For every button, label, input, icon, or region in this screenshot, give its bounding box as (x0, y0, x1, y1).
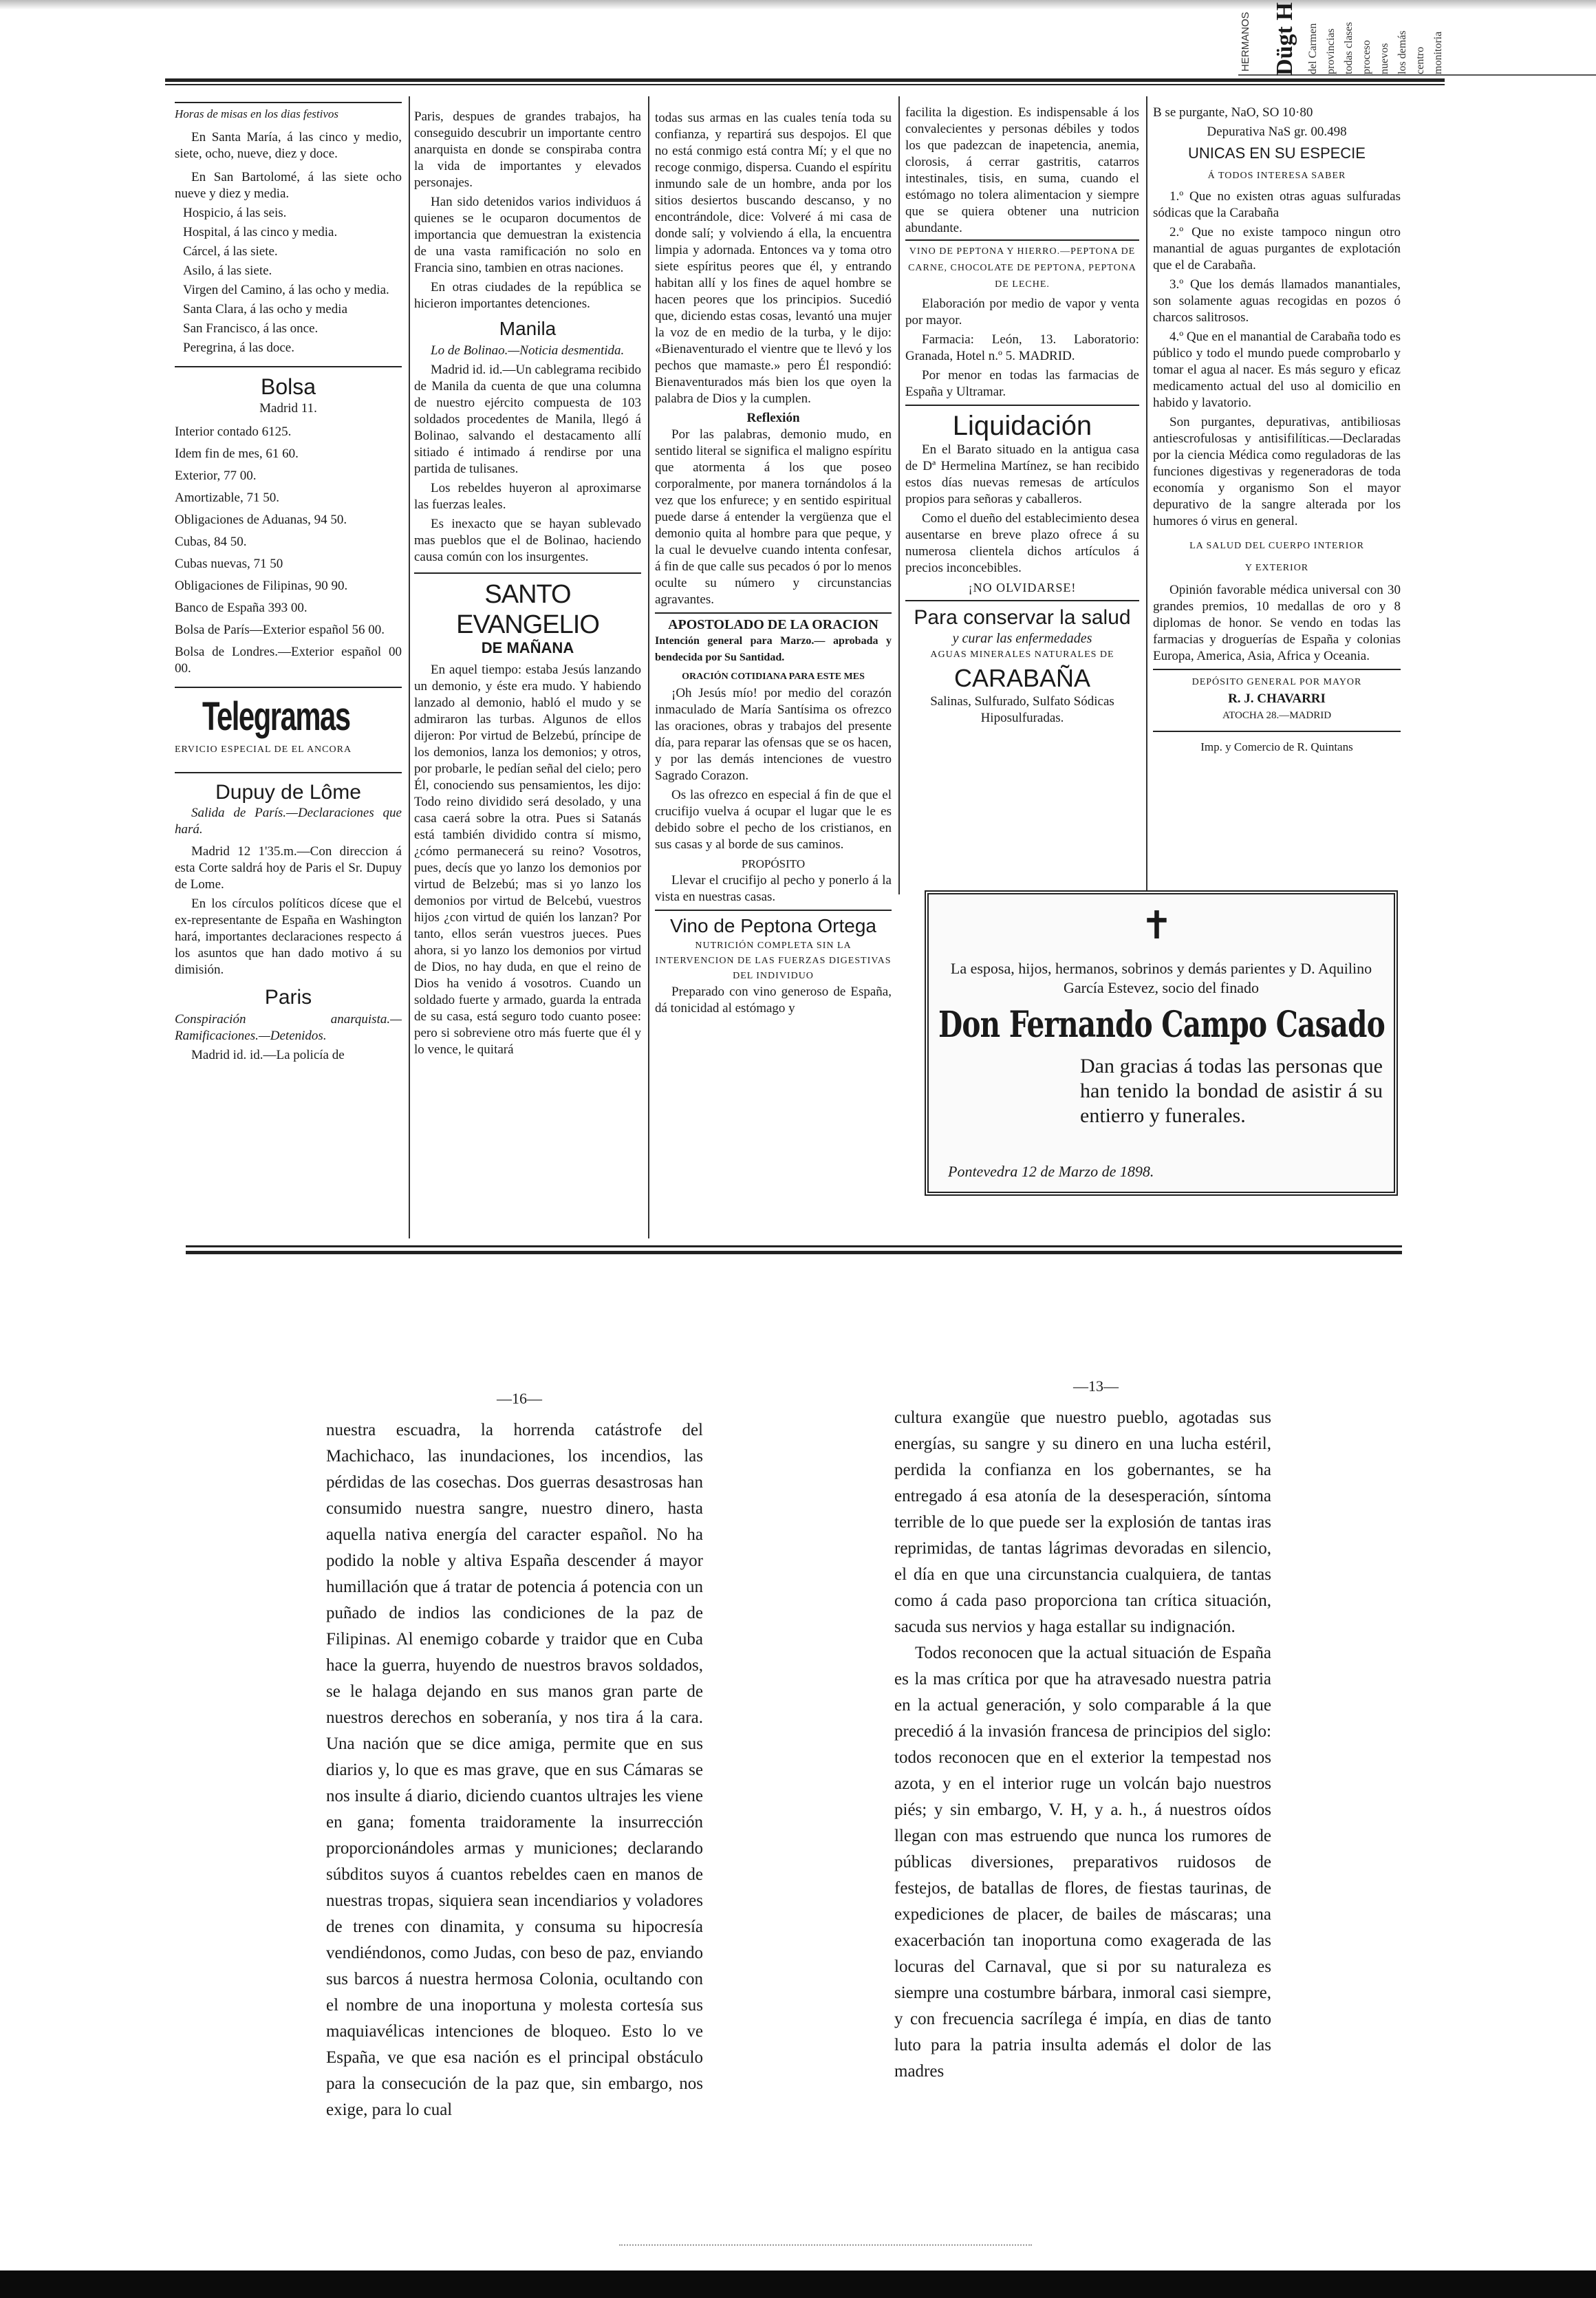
col4-paragraph: Como el dueño del establecimiento desea ausentarse en breve plazo ofrece á su numerosa clientela dichos artículos á precios inconcebibles. (905, 511, 1139, 575)
imprenta-text: Imp. y Comercio de R. Quintans (1200, 740, 1353, 753)
liquidacion-title: Liquidación (952, 411, 1092, 441)
misas-title: Horas de misas en los dias festivos (175, 102, 402, 122)
oracion-title: ORACIÓN COTIDIANA PARA ESTE MES (682, 672, 865, 682)
col5-formula-2: Depurativa NaS gr. 00.498 (1207, 125, 1347, 139)
col4-paragraph: Farmacia: León, 13. Laboratorio: Granada, Hotel n.º 5. MADRID. (905, 332, 1139, 363)
aguas-text: AGUAS MINERALES NATURALES DE (930, 649, 1114, 660)
col4-paragraph: Por menor en todas las farmacias de España y Ultramar. (905, 368, 1139, 399)
corner-text-8: los demás (1396, 30, 1408, 74)
bolsa-row: Obligaciones de Aduanas, 94 50. (175, 513, 347, 527)
salud2-title: LA SALUD DEL CUERPO INTERIOR (1189, 541, 1364, 551)
evangelio-text: En aquel tiempo: estaba Jesús lanzando un demonio, y éste era mudo. Y habiendo lanzado al demonio, habló el mudo y se admiraron las turbas. Algunos de ellos dijeron: Por virtud de Belzebú, príncipe de los demonios, lanza los demonios; y otros, por probarle, le pedían señal del cielo; pero Él, conociendo sus pensamientos, les dijo: Todo reino dividido será desolado, y una casa caerá sobre la otra. Pues si Satanás está también dividido contra sí mismo, ¿cómo permanecerá su reino? Vosotros, pues, decís que yo lanzo los demonios por virtud de Belzebú; mas si yo lanzo los demonios por virtud de Belcebú, vuestros hijos ¿con virtud de quién los lanzan? Por tanto, ellos serán vuestros jueces. Pues ahora, si yo lanzo los demonios por virtud de Dios, no hay duda, en que el reino de Dios ha venido á vosotros. Cuando un soldado fuerte y armado, guarda la entrada de su casa, está seguro todo cuanto posee: pero si sobreviene otro más fuerte que él y lo vence, le quitará (414, 663, 641, 1057)
col2-paragraph: Han sido detenidos varios individuos á quienes se le ocuparon documentos de importancia que demuestran la existencia de una vasta ramificación no solo en Francia sino, tambien en otras naciones. (414, 195, 641, 275)
page-13-paragraph: Todos reconocen que la actual situación de España es la mas crítica por que ha atravesado nuestra patria en la actual generación, y solo comparable á la que precedió á la invasión francesa de principios del siglo: todos reconocen que en el exterior la tempestad nos azota, y en el interior ruge un volcán bajo nuestros piés; y sin embargo, V. H, y a. h., á nuestros oídos llegan con mas estruendo que nunca los rumores de públicas diversiones, preparativos ruidosos de festejos, de batallas de flores, de fiestas taurinas, de expediciones de placer, de bailes de máscaras; una exacerbación tan inoportuna como exagerada de las locuras del Carnaval, que si por su naturaleza es siempre una costumbre bárbara, inmoral casi siempre, y con frecuencia sacrílega é impía, en dias de tanto luto para la patria insulta además el dolor de las madres (894, 1644, 1271, 2081)
corner-clipping (1238, 0, 1596, 83)
col3-paragraph: ¡Oh Jesús mío! por medio del corazón inmaculado de María Santísima os ofrezco las oraciones, obras y trabajos del presente día, para reparar las ofensas que se os hacen, y por las demás intenciones de vuestro Sagrado Corazon. (655, 686, 892, 783)
carabana-point: 4.º Que en el manantial de Carabaña todo es público y todo el mundo puede comprobarlo y tomar el agua al nacer. Es más seguro y eficaz medicamento actual del uso al domicilio en habido y lavatorio. (1153, 330, 1401, 410)
col3-paragraph: Preparado con vino generoso de España, dá tonicidad al estómago y (655, 985, 892, 1016)
page-13-text (894, 1405, 1271, 2081)
evangelio-subtitle: DE MAÑANA (481, 639, 574, 656)
corner-text-7: nuevos (1379, 43, 1390, 74)
misa-item: Peregrina, á las doce. (183, 341, 294, 355)
vino-subtitle: NUTRICIÓN COMPLETA SIN LA INTERVENCION DE LAS FUERZAS DIGESTIVAS DEL INDIVIDUO (655, 941, 892, 981)
col2-paragraph: Es inexacto que se hayan sublevado mas pueblos que el de Bolinao, haciendo causa común con los insurgentes. (414, 517, 641, 564)
newspaper-bottom-rule (186, 1245, 1402, 1247)
newspaper-bottom-rule-2 (186, 1251, 1402, 1254)
column-divider-3 (898, 96, 900, 894)
unicas-title: UNICAS EN SU ESPECIE (1188, 144, 1366, 162)
misa-item: Cárcel, á las siete. (183, 244, 278, 259)
dupuy-title: Dupuy de Lôme (215, 781, 361, 804)
corner-text-3: del Carmen (1307, 23, 1319, 74)
dupuy-text-2: En los círculos políticos dícese que el ex-representante de España en Washington hará, importantes declaraciones respecto á los asuntos que han dado motivo á su dimisión. (175, 896, 402, 977)
bolsa-row: Amortizable, 71 50. (175, 491, 279, 505)
vino-title: Vino de Peptona Ortega (670, 915, 876, 936)
column-5 (1153, 105, 1401, 896)
obituary-date: Pontevedra 12 de Marzo de 1898. (948, 1163, 1154, 1180)
dupuy-text: Madrid 12 1'35.m.—Con direccion á esta Corte saldrá hoy de Paris el Sr. Dupuy de Lome. (175, 844, 402, 892)
column-4 (905, 105, 1139, 896)
obituary-intro: La esposa, hijos, hermanos, sobrinos y demás parientes y D. Aquilino García Estevez, socio del finado (950, 960, 1372, 996)
page-number-16: —16— (497, 1390, 542, 1407)
col5-formula: B se purgante, NaO, SO 10·80 (1153, 105, 1313, 120)
telegramas-title: Telegramas (202, 694, 350, 739)
corner-text-9: centro (1414, 47, 1426, 74)
column-divider-4 (1146, 96, 1147, 894)
carabana-point: 2.º Que no existe tampoco ningun otro manantial de aguas purgantes de explotación que el de Carabaña. (1153, 225, 1401, 272)
column-1 (175, 102, 402, 1244)
salud-subtitle: y curar las enfermedades (952, 631, 1092, 646)
dupuy-subtitle: Salida de París.—Declaraciones que hará. (175, 806, 402, 837)
corner-text-10: monitoria (1432, 31, 1444, 74)
apostolado-subtitle: Intención general para Marzo.— aprobada y bendecida por Su Santidad. (655, 635, 892, 663)
corner-text-5: todas clases (1343, 22, 1355, 74)
column-divider-2 (648, 96, 649, 1238)
evangelio-title: SANTO EVANGELIO (456, 580, 599, 639)
bolsa-row: Bolsa de Londres.—Exterior español 00 00. (175, 645, 402, 676)
col4-paragraph: facilita la digestion. Es indispensable á los convalecientes y personas débiles y todos los que padezcan de inapetencia, anemia, clorosis, á cerrar gastritis, catarros intestinales, tisis, en suma, cuando el estómago no tolera alimentacion y siempre que se quiera obtener una nutricion abundante. (905, 105, 1139, 235)
misa-item: San Francisco, á las once. (183, 321, 319, 336)
col3-paragraph: Por las palabras, demonio mudo, en sentido literal se significa el maligno espíritu que atormenta á los que poseo corporalmente, por manera tornándolos á la vez que los enfurece; y en sentido espiritual puede darse á entender la vergüenza que el demonio quita al hombre para que peque, y la cual le devuelve cuando intenta confesar, á fin de que calle sus pecados ó por lo menos oculte su número y circunstancias agravantes. (655, 427, 892, 607)
bolsa-date: Madrid 11. (259, 401, 317, 416)
page-16-text (326, 1417, 703, 2119)
obituary-box (925, 890, 1398, 1196)
col4-paragraph: Elaboración por medio de vapor y venta por mayor. (905, 297, 1139, 327)
bolsa-row: Idem fin de mes, 61 60. (175, 447, 299, 461)
bolsa-row: Exterior, 77 00. (175, 469, 257, 483)
manila-title: Manila (499, 318, 557, 339)
col4-paragraph: Salinas, Sulfurado, Sulfato Sódicas Hiposulfuradas. (930, 694, 1114, 725)
scan-bottom-edge (0, 2270, 1596, 2298)
col5-paragraph: Son purgantes, depurativas, antibiliosas antiescrofulosas y antisifilíticas.—Declaradas por la ciencia Médica como reguladoras de las funciones digestivas y regeneradoras de toda economía y organismo Son el mayor depurativo de la sangre alterada por los humores ó virus en general. (1153, 415, 1401, 528)
column-divider-1 (409, 96, 410, 1238)
page-13-paragraph: cultura exangüe que nuestro pueblo, agotadas sus energías, su sangre y su dinero en una lucha estéril, perdida la confianza en los gobernantes, se ha entregado á esa atonía de la desesperación, síntoma terrible de lo que puede ser la explosión de tantas iras reprimidas, de tantas lágrimas devoradas en silencio, el día en que una circunstancia cualquiera, de tantas como á cada paso proporciona tan crítica situación, sacuda sus nervios y haga estallar su indignación. (894, 1408, 1271, 1636)
cross-icon: ✝ (1141, 905, 1173, 947)
obituary-name: Don Fernando Campo Casado (938, 1004, 1385, 1046)
col2-paragraph: Paris, despues de grandes trabajos, ha conseguido descubrir un importante centro anarquista en donde se conspiraba contra la vida de importantes y elevados personajes. (414, 109, 641, 190)
manila-subtitle: Lo de Bolinao.—Noticia desmentida. (431, 343, 625, 358)
bolsa-row: Banco de España 393 00. (175, 601, 308, 615)
bolsa-row: Cubas nuevas, 71 50 (175, 557, 283, 571)
corner-text-6: proceso (1361, 40, 1372, 74)
carabana-point: 1.º Que no existen otras aguas sulfuradas sódicas que la Carabaña (1153, 189, 1401, 220)
col4-paragraph: En el Barato situado en la antigua casa de Dª Hermelina Martínez, se han recibido estos días nuevas remesas de artículos propios para señoras y caballeros. (905, 442, 1139, 506)
telegramas-subtitle: ERVICIO ESPECIAL DE EL ANCORA (175, 744, 352, 755)
bolsa-title: Bolsa (260, 374, 316, 399)
obituary-thanks: Dan gracias á todas las personas que han tenido la bondad de asistir á su entierro y funerales. (1080, 1055, 1383, 1127)
misa-item: Asilo, á las siete. (183, 264, 272, 278)
reflexion-title: Reflexión (746, 411, 800, 425)
paris-text: Madrid id. id.—La policía de (191, 1048, 345, 1062)
corner-text-2: Dügt H (1272, 2, 1297, 76)
misa-item: Santa Clara, á las ocho y media (183, 302, 348, 316)
bolsa-row: Cubas, 84 50. (175, 535, 247, 549)
page-number-13: —13— (1073, 1377, 1119, 1395)
column-3 (655, 110, 892, 1245)
col3-paragraph: Os las ofrezco en especial á fin de que el crucifijo vuelva á ocupar el lugar que le es debido sobre el pecho de los cristianos, en sus casas y al borde de sus caminos. (655, 788, 892, 852)
salud2-subtitle: Y EXTERIOR (1244, 563, 1309, 573)
misa-item: Hospicio, á las seis. (183, 206, 287, 220)
misa-item: En Santa María, á las cinco y medio, siete, ocho, nueve, diez y doce. (175, 130, 402, 161)
carabana-title: CARABAÑA (953, 664, 1091, 692)
page-16-paragraph: nuestra escuadra, la horrenda catástrofe del Machichaco, las inundaciones, los incendios, las pérdidas de las cosechas. Dos guerras desastrosas han consumido nuestra sangre, nuestro dinero, hasta aquella nativa energía del caracter español. No ha podido la noble y altiva España descender á mayor humillación que á tratar de potencia á potencia con un puñado de indios las condiciones de la paz de Filipinas. Al enemigo cobarde y traidor que en Cuba hace la guerra, huyendo de nuestros bravos soldados, se le halaga dejando en sus manos gran parte de nuestros derechos en soberanía, y nos tira á la cara. Una nación que se dice amiga, permite que en sus diarios y, lo que es mas grave, que en sus Cámaras se nos insulte á diario, diciendo cuantos ultrajes les viene en gana; fomenta traidoramente la insurrección proporcionándoles armas y municiones; declarando súbditos suyos á cuantos rebeldes caen en manos de nuestras tropas, siquiera sean incendiarios y voladores de trenes con dinamita, y consuma su hipocresía vendiéndonos, como Judas, con beso de paz, enviando sus barcos á nuestra hermosa Colonia, ocultando con el nombre de una inoportuna y molesta cortesía sus maquiavélicas intenciones de bloqueo. Esto lo ve España, ve que esa nación es el principal obstáculo para la consecución de la paz que, sin embargo, nos exige, para lo cual (326, 1421, 703, 2119)
col5-paragraph: Opinión favorable médica universal con 30 grandes premios, 10 medallas de oro y 8 diplomas de honor. Se vendo en todas las farmacias y droguerías de España y colonias Europa, America, Asia, Africa y Oceania. (1153, 583, 1401, 663)
newspaper-top-rule-2 (165, 84, 1445, 85)
paris-title: Paris (264, 986, 312, 1009)
carabana-point: 3.º Que los demás llamados manantiales, son solamente aguas recogidas en pozos ó charcos salitrosos. (1153, 277, 1401, 325)
apostolado-title: APOSTOLADO DE LA ORACION (668, 617, 878, 632)
bolsa-row: Obligaciones de Filipinas, 90 90. (175, 579, 348, 593)
newspaper-top-rule (165, 78, 1445, 82)
deposito-text: DEPÓSITO GENERAL POR MAYOR (1191, 677, 1362, 687)
col2-paragraph: En otras ciudades de la república se hicieron importantes detenciones. (414, 280, 641, 311)
corner-text-4: provincias (1325, 28, 1337, 74)
atocha-text: ATOCHA 28.—MADRID (1222, 710, 1332, 721)
column-2 (414, 109, 641, 1244)
misa-item: Virgen del Camino, á las ocho y media. (183, 283, 389, 297)
bolsa-row: Interior contado 6125. (175, 425, 292, 439)
olvidar-text: ¡NO OLVIDARSE! (968, 581, 1077, 594)
salud-title: Para conservar la salud (914, 606, 1131, 629)
col2-paragraph: Madrid id. id.—Un cablegrama recibido de Manila da cuenta de que una columna de nuestro ejército compuesta de 103 soldados procedentes de Manila, llegó á Bolinao, salvando el destacamento allí sitiado é intimado á rendirse por una partida de tulisanes. (414, 363, 641, 476)
bolsa-row: Bolsa de París—Exterior español 56 00. (175, 623, 385, 637)
interesa-title: Á TODOS INTERESA SABER (1207, 171, 1346, 181)
col3-paragraph: Llevar el crucifijo al pecho y ponerlo á la vista en nuestras casas. (655, 873, 892, 904)
proposito-title: PROPÓSITO (741, 857, 806, 870)
col3-paragraph: todas sus armas en las cuales tenía toda su confianza, y repartirá sus despojos. El que no está conmigo está contra Mí; y el que no recoge conmigo, dispersa. Cuando el espíritu inmundo sale de un hombre, anda por los sitios desiertos buscando descanso, y no encontrándole, dice: Volveré á mi casa de donde salí; y volviendo á ella, la encuentra limpia y adornada. Entonces va y toma otro siete espíritus peores que él, y entrando habitan allí y los fines de aquel hombre se hacen peores que los principios. Sucedió que, diciendo estas cosas, levantó una mujer la voz de en medio de la turba, y le dijo: «Bienaventurado el vientre que te llevó y los pechos que mamaste.» pero Él respondió: Bienaventurados más bien los que oyen la palabra de Dios y la cumplen. (655, 111, 892, 406)
vino2-line: VINO DE PEPTONA Y HIERRO.—PEPTONA DE CARNE, CHOCOLATE DE PEPTONA, PEPTONA DE LECHE. (908, 246, 1136, 290)
corner-text-1: HERMANOS (1240, 12, 1251, 72)
col2-paragraph: Los rebeldes huyeron al aproximarse las fuerzas leales. (414, 481, 641, 512)
misa-item: En San Bartolomé, á las siete ocho nueve y diez y media. (175, 170, 402, 201)
scan-bottom-dots (619, 2244, 1032, 2248)
chavarri-text: R. J. CHAVARRI (1228, 691, 1326, 706)
misa-item: Hospital, á las cinco y media. (183, 225, 338, 239)
paris-subtitle: Conspiración anarquista.— Ramificaciones.—Detenidos. (175, 1012, 402, 1043)
